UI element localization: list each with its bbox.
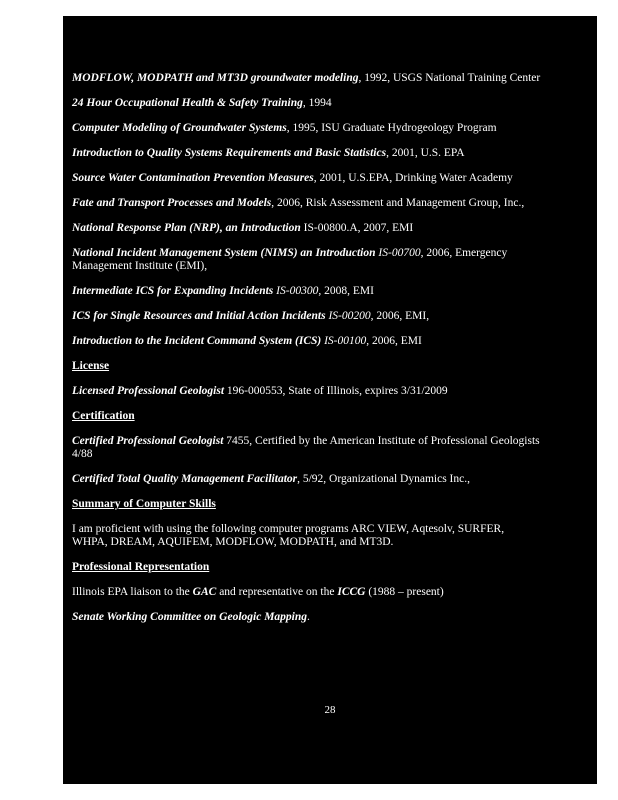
certification-heading: Certification xyxy=(72,410,135,422)
training-entry: Source Water Contamination Prevention Measures, 2001, U.S.EPA, Drinking Water Academy xyxy=(72,172,513,184)
training-entry: Introduction to the Incident Command System (ICS) IS-00100, 2006, EMI xyxy=(72,335,422,347)
page-number: 28 xyxy=(324,704,336,716)
representation-text: Illinois EPA liaison to the GAC and representative on the ICCG (1988 – present) xyxy=(72,586,444,598)
computer-skills-heading: Summary of Computer Skills xyxy=(72,498,216,510)
training-entry: Computer Modeling of Groundwater Systems, 1995, ISU Graduate Hydrogeology Program xyxy=(72,122,497,134)
training-entry: Fate and Transport Processes and Models, 2006, Risk Assessment and Management Group, Inc., xyxy=(72,197,525,209)
document-body xyxy=(72,72,542,636)
certification-entry: Certified Total Quality Management Facilitator, 5/92, Organizational Dynamics Inc., xyxy=(72,473,470,485)
computer-skills-text: I am proficient with using the following computer programs ARC VIEW, Aqtesolv, SURFER, WHPA, DREAM, AQUIFEM, MODFLOW, MODPATH, and MT3D. xyxy=(72,523,505,548)
training-entry: ICS for Single Resources and Initial Action Incidents IS-00200, 2006, EMI, xyxy=(72,310,430,322)
license-heading: License xyxy=(72,360,110,372)
training-entry: National Response Plan (NRP), an Introduction IS-00800.A, 2007, EMI xyxy=(72,222,414,234)
training-entry: National Incident Management System (NIMS) an Introduction IS-00700, 2006, Emergency Management Institute (EMI), xyxy=(72,247,508,272)
license-entry: Licensed Professional Geologist 196-000553, State of Illinois, expires 3/31/2009 xyxy=(72,385,448,397)
training-entry: MODFLOW, MODPATH and MT3D groundwater modeling, 1992, USGS National Training Center xyxy=(72,72,541,84)
senate-committee-entry: Senate Working Committee on Geologic Mapping. xyxy=(72,611,310,623)
training-entry: 24 Hour Occupational Health & Safety Training, 1994 xyxy=(72,97,332,109)
training-entry: Introduction to Quality Systems Requirements and Basic Statistics, 2001, U.S. EPA xyxy=(72,147,465,159)
training-entry: Intermediate ICS for Expanding Incidents IS-00300, 2008, EMI xyxy=(72,285,374,297)
document-page xyxy=(63,16,597,784)
certification-entry: Certified Professional Geologist 7455, Certified by the American Institute of Professional Geologists 4/88 xyxy=(72,435,540,460)
representation-heading: Professional Representation xyxy=(72,561,210,573)
